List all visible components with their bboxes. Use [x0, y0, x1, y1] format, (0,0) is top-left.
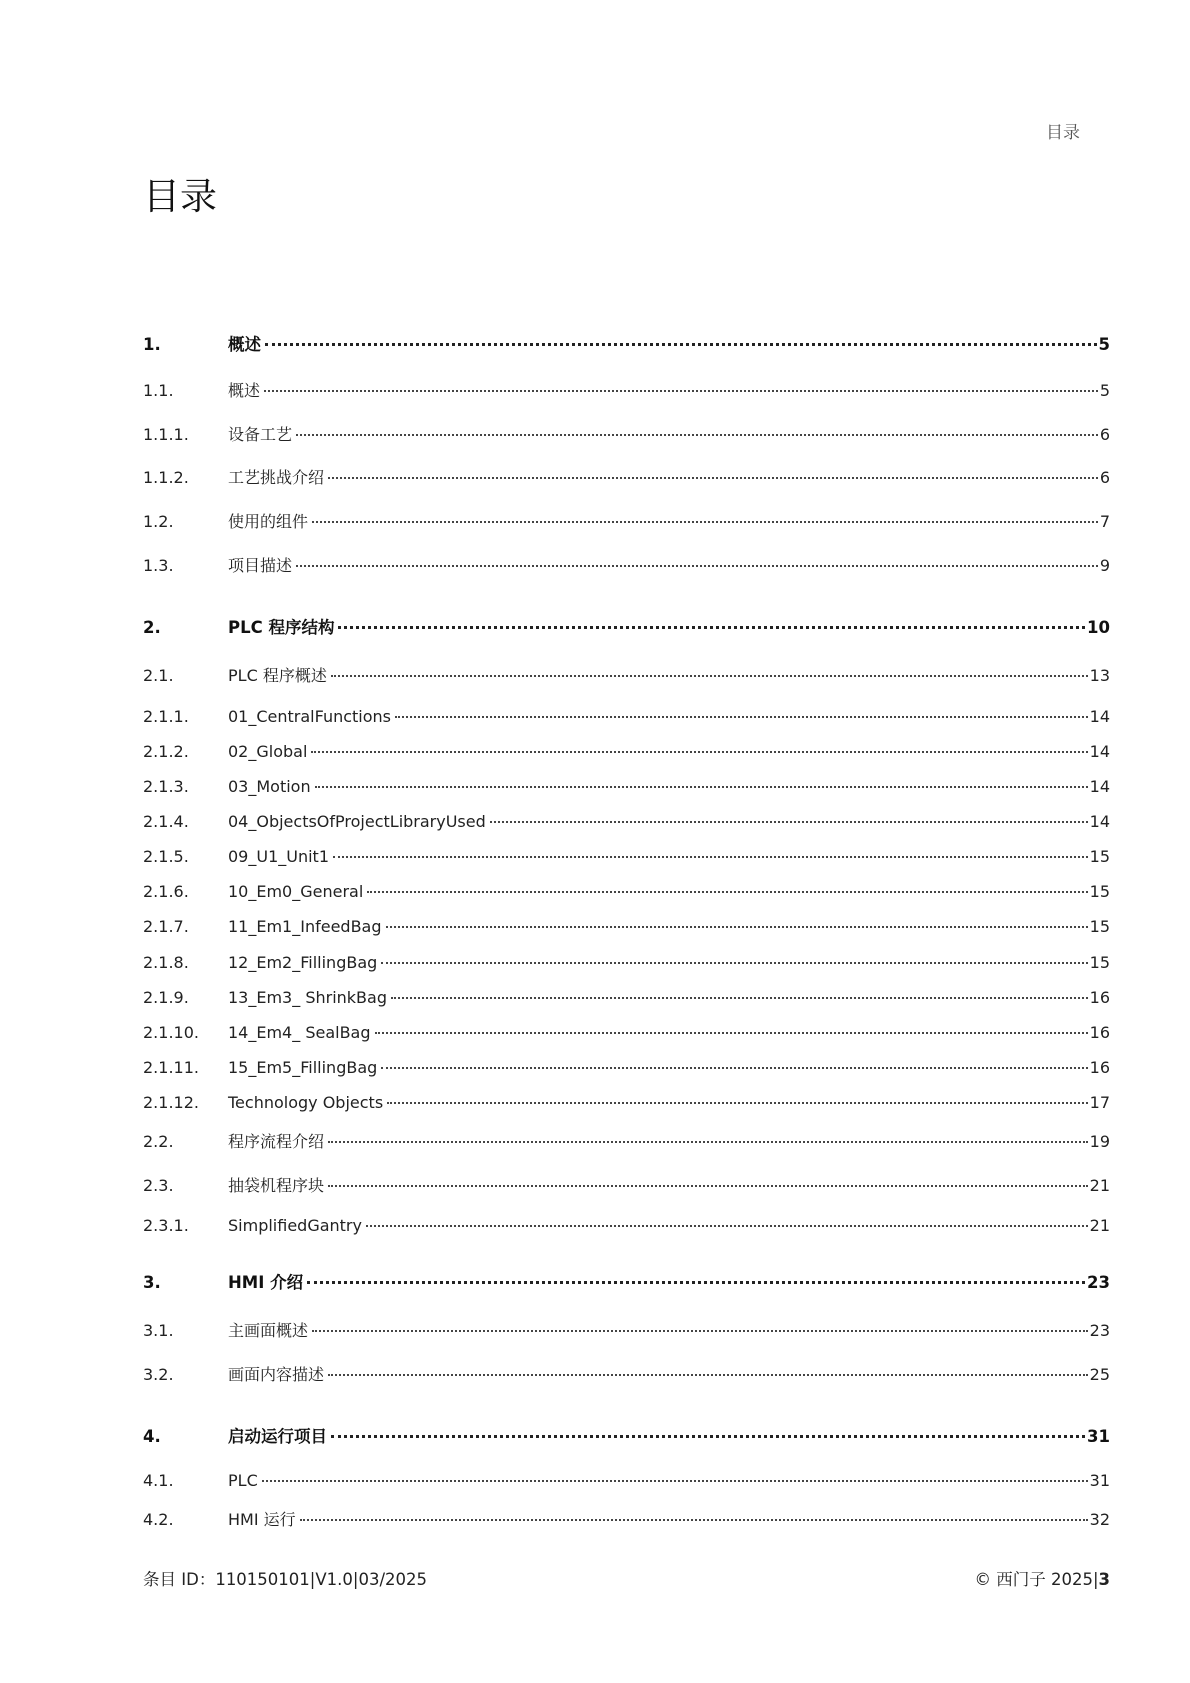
- toc-title: PLC 程序结构: [228, 618, 335, 637]
- toc-number: 2.1.5.: [143, 847, 189, 866]
- toc-number: 1.: [143, 335, 161, 354]
- toc-page: 14: [1089, 707, 1110, 726]
- toc-entry-3[interactable]: [143, 1272, 1110, 1294]
- toc-entry-2[interactable]: [143, 617, 1110, 639]
- toc-entry-2-1-2[interactable]: [143, 741, 1110, 763]
- toc-number: 1.1.2.: [143, 468, 189, 487]
- toc-title: 15_Em5_FillingBag: [228, 1058, 378, 1077]
- toc-number: 4.: [143, 1427, 161, 1446]
- toc-entry-1-1[interactable]: [143, 380, 1110, 402]
- toc-leader: [387, 1102, 1087, 1104]
- toc-leader: [381, 1067, 1087, 1069]
- toc-leader: [312, 1330, 1088, 1332]
- toc-number: 1.2.: [143, 512, 174, 531]
- toc-entry-2-1[interactable]: [143, 665, 1110, 687]
- toc-number: 3.2.: [143, 1365, 174, 1384]
- toc-entry-1-3[interactable]: [143, 555, 1110, 577]
- toc-leader: [367, 891, 1087, 893]
- toc-page: 32: [1089, 1510, 1110, 1529]
- toc-entry-2-1-7[interactable]: [143, 916, 1110, 938]
- toc-leader: [262, 1480, 1088, 1482]
- toc-number: 2.1.2.: [143, 742, 189, 761]
- toc-title: 01_CentralFunctions: [228, 707, 392, 726]
- toc-title: 画面内容描述: [228, 1365, 325, 1384]
- toc-number: 2.3.: [143, 1176, 174, 1195]
- toc-page: 31: [1089, 1471, 1110, 1490]
- toc-page: 15: [1089, 882, 1110, 901]
- toc-number: 1.1.1.: [143, 425, 189, 444]
- toc-number: 1.3.: [143, 556, 174, 575]
- toc-number: 3.: [143, 1273, 161, 1292]
- toc-leader: [328, 1141, 1088, 1143]
- toc-leader: [338, 626, 1085, 629]
- toc-number: 2.1.: [143, 666, 174, 685]
- toc-leader: [490, 821, 1088, 823]
- toc-page: 14: [1089, 812, 1110, 831]
- toc-entry-3-1[interactable]: [143, 1320, 1110, 1342]
- toc-title: HMI 介绍: [228, 1273, 304, 1292]
- toc-leader: [395, 716, 1088, 718]
- toc-number: 2.2.: [143, 1132, 174, 1151]
- toc-entry-2-1-4[interactable]: [143, 811, 1110, 833]
- toc-title: 使用的组件: [228, 512, 309, 531]
- toc-entry-2-2[interactable]: [143, 1131, 1110, 1153]
- toc-page: 23: [1089, 1321, 1110, 1340]
- toc-title: SimplifiedGantry: [228, 1216, 362, 1235]
- toc-leader: [307, 1281, 1085, 1284]
- toc-page: 10: [1087, 618, 1110, 637]
- toc-page: 21: [1089, 1176, 1110, 1195]
- toc-page: 16: [1089, 1058, 1110, 1077]
- toc-title: 11_Em1_InfeedBag: [228, 917, 382, 936]
- toc-page: 9: [1099, 556, 1110, 575]
- toc-entry-2-1-3[interactable]: [143, 776, 1110, 798]
- toc-entry-2-1-8[interactable]: [143, 952, 1110, 974]
- toc-title: 02_Global: [228, 742, 308, 761]
- toc-entry-4-2[interactable]: [143, 1509, 1110, 1531]
- toc-number: 2.1.1.: [143, 707, 189, 726]
- toc-title: 03_Motion: [228, 777, 311, 796]
- running-header: 目录: [1046, 123, 1080, 143]
- toc-number: 2.3.1.: [143, 1216, 189, 1235]
- toc-title: Technology Objects: [228, 1093, 384, 1112]
- toc-leader: [381, 962, 1087, 964]
- toc-page: 25: [1089, 1365, 1110, 1384]
- toc-page: 31: [1087, 1427, 1110, 1446]
- toc-number: 4.2.: [143, 1510, 174, 1529]
- toc-entry-2-1-1[interactable]: [143, 706, 1110, 728]
- toc-page: 19: [1089, 1132, 1110, 1151]
- page-title: 目录: [143, 175, 217, 218]
- toc-title: 项目描述: [228, 556, 293, 575]
- page-number: 3: [1098, 1570, 1110, 1589]
- toc-leader: [264, 390, 1098, 392]
- toc-title: 主画面概述: [228, 1321, 309, 1340]
- toc-page: 14: [1089, 777, 1110, 796]
- footer-entry-id: 条目 ID：110150101|V1.0|03/2025: [143, 1570, 427, 1589]
- toc-entry-2-3-1[interactable]: [143, 1215, 1110, 1237]
- toc-entry-2-1-12[interactable]: [143, 1092, 1110, 1114]
- toc-title: PLC 程序概述: [228, 666, 327, 685]
- toc-page: 7: [1099, 512, 1110, 531]
- toc-entry-2-1-11[interactable]: [143, 1057, 1110, 1079]
- toc-entry-1-2[interactable]: [143, 511, 1110, 533]
- toc-entry-1-1-2[interactable]: [143, 467, 1110, 489]
- toc-title: 14_Em4_ SealBag: [228, 1023, 371, 1042]
- toc-page: 15: [1089, 917, 1110, 936]
- toc-page: 15: [1089, 953, 1110, 972]
- toc-leader: [328, 1374, 1088, 1376]
- toc-entry-4[interactable]: [143, 1426, 1110, 1448]
- toc-entry-2-1-5[interactable]: [143, 846, 1110, 868]
- toc-number: 2.: [143, 618, 161, 637]
- toc-leader: [366, 1225, 1088, 1227]
- toc-page: 15: [1089, 847, 1110, 866]
- toc-leader: [375, 1032, 1088, 1034]
- toc-page: 21: [1089, 1216, 1110, 1235]
- toc-leader: [315, 786, 1088, 788]
- toc-number: 4.1.: [143, 1471, 174, 1490]
- toc-entry-1[interactable]: [143, 334, 1110, 356]
- toc-page: 14: [1089, 742, 1110, 761]
- toc-leader: [311, 751, 1087, 753]
- toc-title: HMI 运行: [228, 1510, 296, 1529]
- toc-number: 1.1.: [143, 381, 174, 400]
- footer-copyright: [974, 1566, 1110, 1590]
- toc-entry-4-1[interactable]: [143, 1470, 1110, 1492]
- toc-title: 10_Em0_General: [228, 882, 364, 901]
- toc-page: 16: [1089, 988, 1110, 1007]
- toc-title: 概述: [228, 381, 261, 400]
- toc-page: 6: [1099, 468, 1110, 487]
- toc-number: 2.1.6.: [143, 882, 189, 901]
- toc-number: 2.1.10.: [143, 1023, 199, 1042]
- toc-leader: [331, 1435, 1085, 1438]
- toc-entry-2-1-6[interactable]: [143, 881, 1110, 903]
- toc-leader: [391, 997, 1088, 999]
- toc-leader: [300, 1519, 1088, 1521]
- toc-page: 5: [1099, 381, 1110, 400]
- toc-title: 工艺挑战介绍: [228, 468, 325, 487]
- toc-title: 概述: [228, 335, 261, 354]
- toc-number: 3.1.: [143, 1321, 174, 1340]
- toc-leader: [296, 434, 1098, 436]
- toc-number: 2.1.7.: [143, 917, 189, 936]
- toc-leader: [331, 675, 1088, 677]
- toc-leader: [296, 565, 1098, 567]
- toc-leader: [328, 477, 1098, 479]
- toc-entry-1-1-1[interactable]: [143, 424, 1110, 446]
- toc-number: 2.1.9.: [143, 988, 189, 1007]
- copyright-text: © 西门子 2025|: [974, 1570, 1099, 1589]
- toc-entry-2-1-10[interactable]: [143, 1022, 1110, 1044]
- toc-page: 5: [1098, 335, 1110, 354]
- toc-number: 2.1.12.: [143, 1093, 199, 1112]
- toc-title: 09_U1_Unit1: [228, 847, 329, 866]
- toc-number: 2.1.4.: [143, 812, 189, 831]
- toc-title: 13_Em3_ ShrinkBag: [228, 988, 387, 1007]
- toc-entry-3-2[interactable]: [143, 1364, 1110, 1386]
- toc-leader: [333, 856, 1088, 858]
- toc-entry-2-1-9[interactable]: [143, 987, 1110, 1009]
- toc-leader: [328, 1185, 1088, 1187]
- toc-page: 16: [1089, 1023, 1110, 1042]
- toc-number: 2.1.3.: [143, 777, 189, 796]
- toc-number: 2.1.8.: [143, 953, 189, 972]
- toc-title: 启动运行项目: [228, 1427, 327, 1446]
- toc-title: 程序流程介绍: [228, 1132, 325, 1151]
- toc-title: 12_Em2_FillingBag: [228, 953, 378, 972]
- toc-number: 2.1.11.: [143, 1058, 199, 1077]
- toc-title: 抽袋机程序块: [228, 1176, 325, 1195]
- toc-page: 23: [1087, 1273, 1110, 1292]
- toc-leader: [386, 926, 1088, 928]
- toc-page: 13: [1089, 666, 1110, 685]
- toc-page: 6: [1099, 425, 1110, 444]
- toc-entry-2-3[interactable]: [143, 1175, 1110, 1197]
- toc-leader: [265, 343, 1097, 346]
- toc-leader: [312, 521, 1098, 523]
- toc-title: PLC: [228, 1471, 258, 1490]
- toc-title: 设备工艺: [228, 425, 293, 444]
- toc-page: 17: [1089, 1093, 1110, 1112]
- toc-title: 04_ObjectsOfProjectLibraryUsed: [228, 812, 486, 831]
